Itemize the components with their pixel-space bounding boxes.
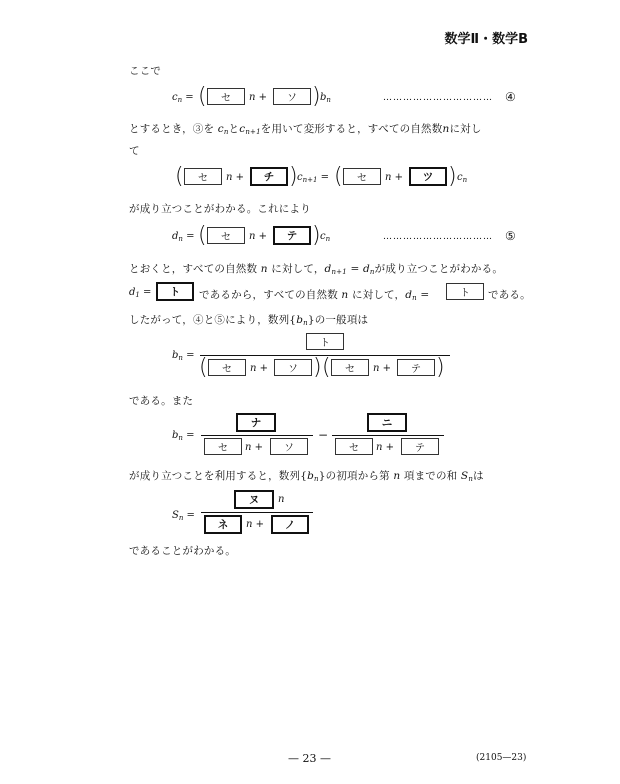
eq-cn-label: $c_n$ = bbox=[172, 92, 194, 104]
paren-open: ( bbox=[199, 355, 208, 380]
answer-box-se: セ bbox=[184, 168, 222, 185]
paren-close: ) bbox=[436, 355, 445, 380]
answer-box-ne: ネ bbox=[204, 515, 242, 534]
paren-open: ( bbox=[175, 164, 184, 189]
answer-box-se: セ bbox=[335, 438, 373, 455]
answer-box-se: セ bbox=[343, 168, 381, 185]
paren-close: ) bbox=[448, 164, 457, 189]
answer-box-se: セ bbox=[207, 88, 245, 105]
answer-box-to: ト bbox=[156, 282, 194, 301]
text-line-thus: が成り立つことがわかる。これにより bbox=[129, 203, 311, 215]
answer-box-te: テ bbox=[273, 226, 311, 245]
eq-n-plus: n + bbox=[226, 172, 245, 183]
answer-box-no: ノ bbox=[271, 515, 309, 534]
answer-box-ni: ニ bbox=[367, 413, 407, 432]
marker-eq5: ⑤ bbox=[505, 229, 516, 243]
text-te: て bbox=[129, 145, 140, 157]
eq-sn-label: $S_n$ = bbox=[172, 510, 195, 522]
text-line-therefore: したがって，④と⑤により，数列$\{b_n\}$の一般項は bbox=[129, 314, 369, 327]
leader-dots-5: …………………………… bbox=[383, 232, 493, 242]
eq-d1: $d_1$ = bbox=[129, 287, 152, 299]
paren-open: ( bbox=[334, 164, 343, 189]
eq-n: n bbox=[278, 494, 285, 505]
minus-sign: − bbox=[318, 428, 329, 442]
text-line-conclusion: であることがわかる。 bbox=[129, 545, 236, 557]
answer-box-to: ト bbox=[306, 333, 344, 350]
text-de-aru: である。 bbox=[488, 289, 531, 301]
page-number: — 23 — bbox=[288, 752, 331, 765]
text-line-transform: とするとき，③を $c_n$と$c_{n+1}$を用いて変形すると，すべての自然数nに対し bbox=[129, 123, 482, 136]
eq-bn-label: $b_n$ = bbox=[172, 350, 195, 362]
answer-box-se: セ bbox=[208, 359, 246, 376]
subject-header: 数学Ⅱ・数学B bbox=[444, 32, 528, 47]
fraction-bar bbox=[332, 435, 444, 436]
answer-box-to: ト bbox=[446, 283, 484, 300]
answer-box-tsu: ツ bbox=[409, 167, 447, 186]
answer-box-se: セ bbox=[331, 359, 369, 376]
text-line-set: とおくと，すべての自然数 n に対して，$d_{n+1} = d_n$が成り立つことがわかる。 bbox=[129, 263, 504, 276]
paren-close: ) bbox=[312, 223, 321, 248]
answer-box-te: テ bbox=[397, 359, 435, 376]
text-line-since: であるから，すべての自然数 n に対して，$d_n$ = bbox=[199, 289, 430, 302]
paren-open: ( bbox=[198, 223, 207, 248]
marker-eq4: ④ bbox=[505, 90, 516, 104]
answer-box-chi: チ bbox=[250, 167, 288, 186]
eq-n-plus: n + bbox=[250, 363, 269, 374]
text-line-also: である。また bbox=[129, 395, 194, 407]
eq-n-plus: n + bbox=[376, 442, 395, 453]
leader-dots-4: …………………………… bbox=[383, 93, 493, 103]
eq-cn1: $c_{n+1}$ = bbox=[297, 172, 329, 184]
answer-box-na: ナ bbox=[236, 413, 276, 432]
paren-open: ( bbox=[198, 84, 207, 109]
eq-n-plus: n + bbox=[373, 363, 392, 374]
eq-bn-label: $b_n$ = bbox=[172, 430, 195, 442]
eq-n-plus: n + bbox=[249, 231, 268, 242]
answer-box-se: セ bbox=[207, 227, 245, 244]
eq-cn: $c_n$ bbox=[457, 172, 468, 184]
eq-cn: $c_n$ bbox=[320, 231, 331, 243]
eq-n-plus: n + bbox=[385, 172, 404, 183]
exam-code: (2105—23) bbox=[476, 753, 527, 763]
fraction-bar bbox=[201, 435, 313, 436]
eq-n-plus: n + bbox=[246, 519, 265, 530]
paren-close: ) bbox=[312, 84, 321, 109]
paren-close: ) bbox=[313, 355, 322, 380]
paren-open: ( bbox=[322, 355, 331, 380]
fraction-bar bbox=[201, 512, 313, 513]
text-koko-de: ここで bbox=[129, 65, 162, 77]
paren-close: ) bbox=[289, 164, 298, 189]
answer-box-te: テ bbox=[401, 438, 439, 455]
answer-box-se: セ bbox=[204, 438, 242, 455]
eq-n-plus: n + bbox=[245, 442, 264, 453]
eq-dn-label: $d_n$ = bbox=[172, 231, 195, 243]
answer-box-so: ソ bbox=[270, 438, 308, 455]
answer-box-nu: ヌ bbox=[234, 490, 274, 509]
text-line-using: が成り立つことを利用すると，数列$\{b_n\}$の初項から第 n 項までの和 $S_n$は bbox=[129, 470, 484, 483]
answer-box-so: ソ bbox=[273, 88, 311, 105]
eq-n-plus: n + bbox=[249, 92, 268, 103]
eq-bn: $b_n$ bbox=[320, 92, 331, 104]
answer-box-so: ソ bbox=[274, 359, 312, 376]
